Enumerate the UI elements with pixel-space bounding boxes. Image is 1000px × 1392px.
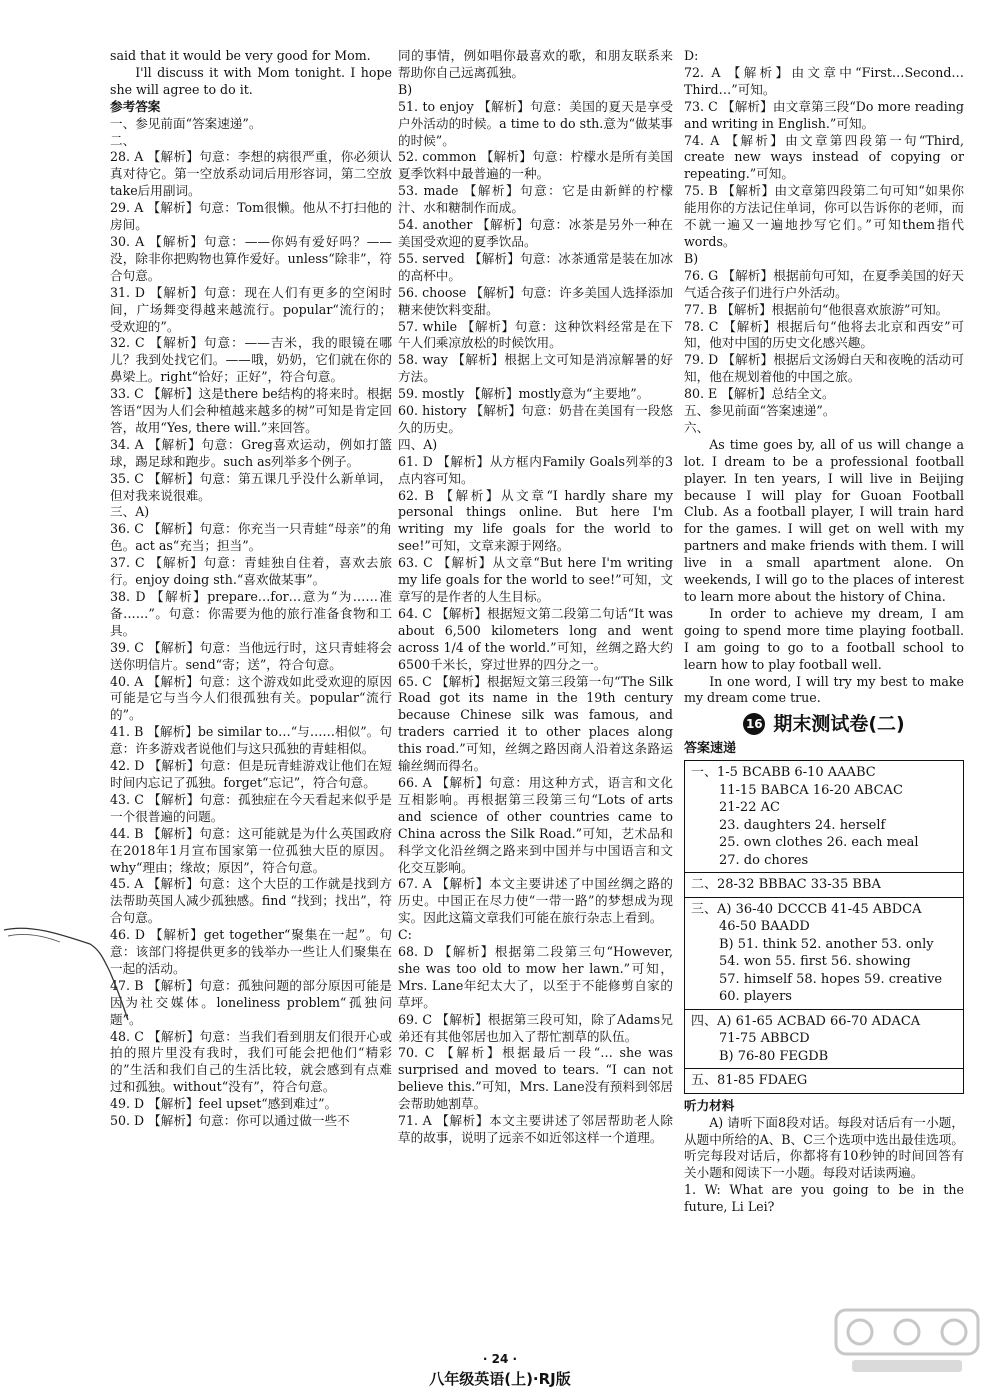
paragraph: 79. D 【解析】根据后文汤姆白天和夜晚的活动可知，他在规划着他的中国之旅。	[684, 352, 964, 385]
paragraph: I'll discuss it with Mom tonight. I hope she will agree to do it.	[110, 64, 392, 97]
answer-key-subline: 60. players	[719, 989, 792, 1005]
paragraph: 63. C 【解析】从文章“But here I'm writing my life goals for the world to see!”可知，文章写的是作者的人生目标。	[398, 555, 673, 604]
paragraph: 48. C 【解析】句意：当我们看到朋友们很开心或拍的照片里没有我时，我们可能会把他们“精彩的”生活和我们自己的生活比较，就会感到有点难过和孤独。without“没有”，符合句意。	[110, 1028, 392, 1095]
answer-key-line: 三、A) 36-40 DCCCB 41-45 ABDCA	[691, 901, 922, 917]
listening-material	[684, 1098, 964, 1216]
paragraph: 51. to enjoy 【解析】句意：美国的夏天是享受户外活动的时候。a time to do sth.意为“做某事的时候”。	[398, 98, 673, 148]
paragraph: 34. A 【解析】句意：Greg喜欢运动，例如打篮球，踢足球和跑步。such as列举多个例子。	[110, 436, 392, 469]
paragraph: 59. mostly 【解析】mostly意为“主要地”。	[398, 386, 650, 402]
paragraph: 50. D 【解析】句意：你可以通过做一些不	[110, 1113, 350, 1129]
paragraph: 53. made 【解析】句意：它是由新鲜的柠檬汁、水和糖制作而成。	[398, 183, 673, 216]
paragraph: 70. C 【解析】根据最后一段“… she was surprised and moved to tears. “I can not believe this.”可知，Mrs. Lane没有预料到邻居会帮助她割草。	[398, 1045, 673, 1112]
section-number-badge: 16	[743, 713, 765, 735]
answer-key-subline: 71-75 ABBCD	[719, 1031, 810, 1047]
paragraph: 31. D 【解析】句意：现在人们有更多的空闲时间，广场舞变得越来越流行。popular“流行的；受欢迎的”。	[110, 284, 392, 334]
paragraph: 71. A 【解析】本文主要讲述了邻居帮助老人除草的故事，说明了远亲不如近邻这样一个道理。	[398, 1113, 673, 1145]
answer-key-subline: 25. own clothes 26. each meal	[719, 835, 919, 851]
paragraph: 二、	[110, 132, 136, 148]
paragraph: 58. way 【解析】根据上文可知是消凉解暑的好方法。	[398, 352, 673, 385]
paragraph: 67. A 【解析】本文主要讲述了中国丝绸之路的历史。中国正在尽力使“一带一路”的梦想成为现实。因此这篇文章我们可能在旅行杂志上看到。	[398, 876, 673, 926]
paragraph: 64. C 【解析】根据短文第二段第二句话“It was about 6,500 kilometers long and went across 1/4 of the world.”可知，丝绸之路大约6500千米长，穿过世界的四分之一。	[398, 605, 673, 672]
paragraph: 52. common 【解析】句意：柠檬水是所有美国夏季饮料中最普遍的一种。	[398, 149, 673, 182]
column-left	[110, 48, 392, 1130]
paragraph: D:	[684, 48, 699, 63]
paragraph: 76. G 【解析】根据前句可知，在夏季美国的好天气适合孩子们进行户外活动。	[684, 267, 964, 300]
column-middle	[398, 48, 673, 1147]
paragraph: 62. B 【解析】从文章“I hardly share my personal things online. But here I'm writing my life goals for the world to see!”可知，文章来源于网络。	[398, 487, 673, 554]
paragraph: 60. history 【解析】句意：奶昔在美国有一段悠久的历史。	[398, 403, 673, 435]
paragraph: 69. C 【解析】根据第三段可知，除了Adams兄弟还有其他邻居也加入了帮忙割草的队伍。	[398, 1011, 673, 1044]
paragraph: 38. D 【解析】prepare…for…意为“为……准备……”。句意：你需要为他的旅行准备食物和工具。	[110, 589, 392, 638]
page-number: · 24 ·	[482, 1352, 518, 1366]
answer-key-subline: 23. daughters 24. herself	[719, 817, 886, 833]
paragraph: In order to achieve my dream, I am going to spend more time playing football. I am going to go to a football school to learn how to play football well.	[684, 605, 964, 672]
paragraph: 55. served 【解析】句意：冰茶通常是装在加冰的高杯中。	[398, 250, 673, 283]
paragraph: A) 请听下面8段对话。每段对话后有一小题，从题中所给的A、B、C三个选项中选出最佳选项。听完每段对话后，你都将有10秒钟的时间回答有关小题和阅读下一小题。每段对话读两遍。	[684, 1114, 964, 1181]
answer-key-row	[685, 1010, 963, 1070]
paragraph: 41. B 【解析】be similar to…“与……相似”。句意：许多游戏者说他们与这只孤独的青蛙相似。	[110, 724, 392, 757]
paragraph: 68. D 【解析】根据第二段第三句“However, she was too old to mow her lawn.”可知，Mrs. Lane年纪太大了，以至于不能修剪自家的草坪。	[398, 944, 673, 1010]
answer-key-subline: 46-50 BAADD	[719, 919, 810, 935]
paragraph: 42. D 【解析】句意：但是玩青蛙游戏让他们在短时间内忘记了孤独。forget“忘记”，符合句意。	[110, 758, 392, 790]
answer-key-line: 二、28-32 BBBAC 33-35 BBA	[691, 877, 881, 893]
paragraph: 1. W: What are you going to be in the future, Li Lei?	[684, 1182, 964, 1215]
paragraph: 78. C 【解析】根据后句“他将去北京和西安”可知，他对中国的历史文化感兴趣。	[684, 318, 964, 351]
answer-key-row	[685, 898, 963, 1010]
paragraph: 四、A)	[398, 436, 438, 452]
paragraph: 66. A 【解析】句意：用这种方式，语言和文化互相影响。再根据第三段第三句“Lots of arts and science of other countries came to China across the Silk Road.”可知，艺术品和科学文化沿丝绸之路来到中国并与中国语言和文化交互影响。	[398, 774, 673, 875]
answer-key-box	[684, 760, 964, 1094]
paragraph: 29. A 【解析】句意：Tom很懒。他从不打扫他的房间。	[110, 200, 392, 233]
answer-key-line: 四、A) 61-65 ACBAD 66-70 ADACA	[691, 1013, 921, 1029]
paragraph: said that it would be very good for Mom.	[110, 48, 371, 63]
paragraph: 61. D 【解析】从方框内Family Goals列举的3点内容可知。	[398, 453, 673, 486]
section-title: 期末测试卷(二)	[773, 712, 905, 735]
paragraph: 五、参见前面“答案速递”。	[684, 403, 836, 419]
paragraph: 49. D 【解析】feel upset“感到难过”。	[110, 1096, 338, 1112]
answer-key-subline: 21-22 AC	[719, 800, 780, 816]
answer-key-subline: 54. won 55. first 56. showing	[719, 954, 911, 970]
paragraph: 73. C 【解析】由文章第三段“Do more reading and writing in English.”可知。	[684, 98, 964, 131]
answer-key-subline: 11-15 BABCA 16-20 ABCAC	[719, 782, 903, 798]
paragraph: As time goes by, all of us will change a lot. I dream to be a professional football player. In ten years, I will live in Beijing because I will play for Guoan Football Club. As a football player, I will train hard for the games. I will get on well with my partners and make friends with them. I will live in a small apartment alone. On weekends, I will go to the places of interest to learn more about the history of China.	[684, 436, 964, 604]
paragraph: 75. B 【解析】由文章第四段第二句可知“如果你能用你的方法记住单词，你可以告诉你的老师，而不就一遍又一遍地抄写它们。”可知them指代words。	[684, 183, 964, 249]
paragraph: 56. choose 【解析】句意：许多美国人选择添加糖来使饮料变甜。	[398, 284, 673, 317]
paragraph: 37. C 【解析】句意：青蛙独自住着，喜欢去旅行。enjoy doing sth.“喜欢做某事”。	[110, 555, 392, 588]
paragraph: 30. A 【解析】句意：——你妈有爱好吗？——没，除非你把购物也算作爱好。unless“除非”，符合句意。	[110, 233, 392, 283]
paragraph: 32. C 【解析】句意：——吉米，我的眼镜在哪儿？我到处找它们。——哦，奶奶，它们就在你的鼻梁上。right“恰好；正好”，符合句意。	[110, 335, 392, 385]
paragraph: 44. B 【解析】句意：这可能就是为什么英国政府在2018年1月宣布国家第一位孤独大臣的原因。why“理由；缘故；原因”，符合句意。	[110, 825, 392, 875]
answer-key-subline: B) 51. think 52. another 53. only	[719, 936, 934, 952]
answer-key-subline: B) 76-80 FEGDB	[719, 1048, 829, 1064]
paragraph: B)	[684, 250, 699, 266]
section-heading	[684, 713, 964, 735]
column-right-text	[684, 48, 964, 707]
paragraph: 一、参见前面“答案速递”。	[110, 115, 262, 131]
section-heading-text: 参考答案	[110, 98, 161, 114]
paragraph: 74. A 【解析】由文章第四段第一句“Third, create new ways instead of copying or repeating.”可知。	[684, 132, 964, 182]
paragraph: 39. C 【解析】句意：当他远行时，这只青蛙将会送你明信片。send“寄；送”，符合句意。	[110, 639, 392, 672]
paragraph: 45. A 【解析】句意：这个大臣的工作就是找到方法帮助英国人减少孤独感。find “找到；找出”，符合句意。	[110, 876, 392, 926]
answer-key-row	[685, 761, 963, 873]
pen-scribble-mark	[0, 920, 140, 1030]
answer-key-row	[685, 873, 963, 898]
paragraph: 57. while 【解析】句意：这种饮料经常是在下午人们乘凉放松的时候饮用。	[398, 318, 673, 351]
answer-key-line: 五、81-85 FDAEG	[691, 1073, 808, 1089]
paragraph: 六、	[684, 419, 710, 435]
paragraph: 46. D 【解析】get together“聚集在一起”。句意：该部门将提供更多的钱举办一些让人们聚集在一起的活动。	[110, 927, 392, 976]
answer-key-subline: 27. do chores	[719, 852, 809, 868]
answer-key-row	[685, 1069, 963, 1093]
paragraph: C:	[398, 927, 412, 943]
paragraph: 80. E 【解析】总结全文。	[684, 386, 835, 402]
paragraph: 54. another 【解析】句意：冰茶是另外一种在美国受欢迎的夏季饮品。	[398, 217, 673, 249]
answer-key-title: 答案速递	[684, 741, 737, 757]
watermark-logo	[832, 1306, 982, 1378]
answer-key-subline: 57. himself 58. hopes 59. creative	[719, 971, 943, 987]
paragraph: 43. C 【解析】句意：孤独症在今天看起来似乎是一个很普遍的问题。	[110, 791, 392, 824]
section-heading-text: 听力材料	[684, 1097, 735, 1113]
paragraph: 40. A 【解析】句意：这个游戏如此受欢迎的原因可能是它与当今人们很孤独有关。popular“流行的”。	[110, 673, 392, 723]
paragraph: 36. C 【解析】句意：你充当一只青蛙“母亲”的角色。act as“充当；担当”。	[110, 521, 392, 554]
paragraph: 33. C 【解析】这是there be结构的将来时。根据答语“因为人们会种植越来越多的树”可知是肯定回答，故用“Yes, there will.”来回答。	[110, 386, 392, 435]
paragraph: 同的事情，例如唱你最喜欢的歌，和朋友联系来帮助你自己远离孤独。	[398, 48, 673, 80]
book-title: 八年级英语(上)·RJ版	[429, 1370, 571, 1388]
paragraph: 三、A)	[110, 504, 150, 520]
paragraph: 77. B 【解析】根据前句“他很喜欢旅游”可知。	[684, 301, 949, 317]
paragraph: B)	[398, 81, 413, 97]
paragraph: In one word, I will try my best to make my dream come true.	[684, 673, 964, 706]
paragraph: 65. C 【解析】根据短文第三段第一句“The Silk Road got its name in the 19th century because Chinese silk was famous, and traders carried it to other places along this road.”可知，丝绸之路因商人沿着这条路运输丝绸而得名。	[398, 673, 673, 774]
answer-key-line: 一、1-5 BCABB 6-10 AAABC	[691, 765, 876, 781]
paragraph: 47. B 【解析】句意：孤独问题的部分原因可能是因为社交媒体。loneliness problem“孤独问题”。	[110, 977, 392, 1027]
paragraph: 35. C 【解析】句意：第五课几乎没什么新单词，但对我来说很难。	[110, 470, 392, 503]
column-right	[684, 48, 964, 1216]
paragraph: 28. A 【解析】句意：李想的病很严重，你必须认真对待它。第一空放系动词后用形容词，第二空放take后用副词。	[110, 149, 392, 199]
paragraph: 72. A 【解析】由文章中“First…Second…Third…”可知。	[684, 64, 964, 97]
